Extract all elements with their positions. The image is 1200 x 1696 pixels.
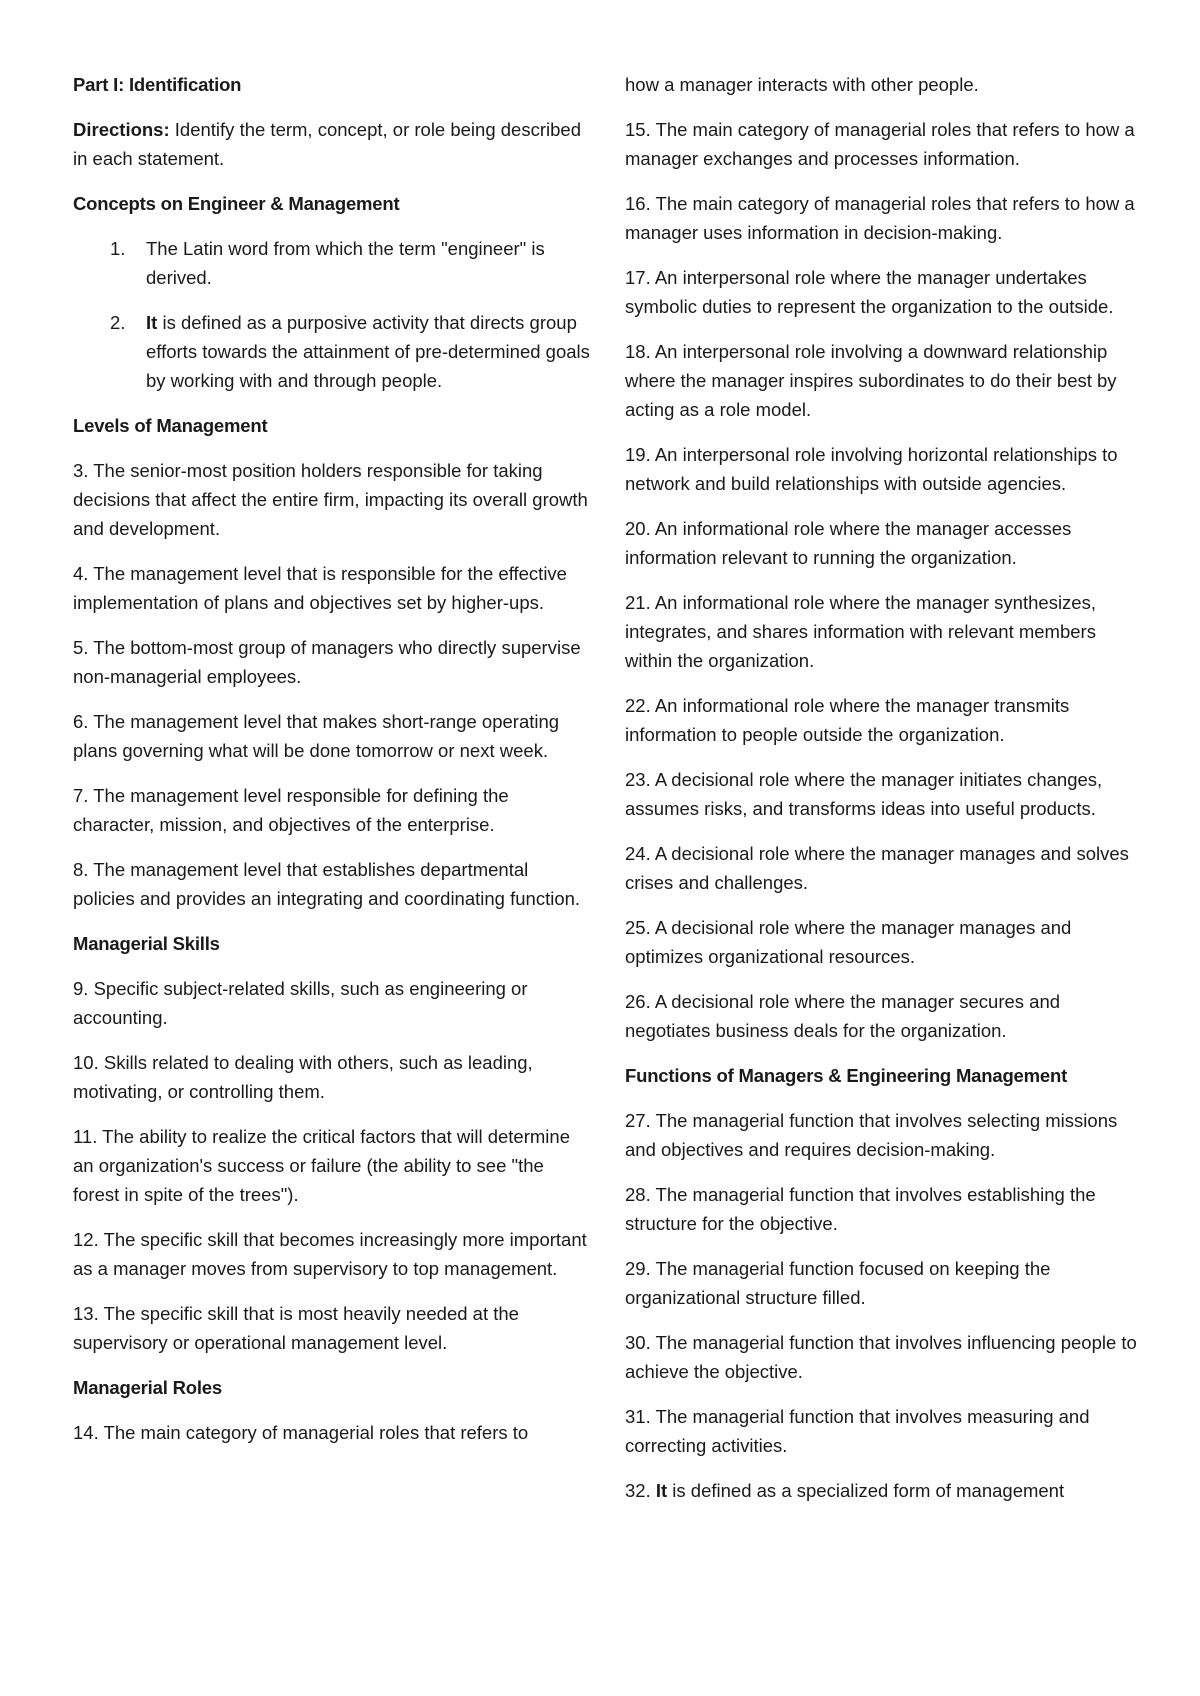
- question-item: 22. An informational role where the manager transmits information to people outside the organization.: [625, 695, 1070, 745]
- list-keyword: It: [146, 312, 158, 333]
- question-item: 11. The ability to realize the critical factors that will determine an organization's success or failure (the ability to see "the forest in spite of the trees").: [73, 1126, 570, 1205]
- question-item: 17. An interpersonal role where the manager undertakes symbolic duties to represent the organization to the outside.: [625, 267, 1114, 317]
- list-number: 2.: [110, 312, 126, 333]
- directions-text: Identify the term, concept, or role being described in each statement.: [73, 119, 581, 169]
- question-item: 4. The management level that is responsible for the effective implementation of plans and objectives set by higher-ups.: [73, 563, 567, 613]
- question-item: 29. The managerial function focused on keeping the organizational structure filled.: [625, 1258, 1051, 1308]
- question-item: 3. The senior-most position holders responsible for taking decisions that affect the entire firm, impacting its overall growth and development.: [73, 460, 588, 539]
- question-item: 28. The managerial function that involves establishing the structure for the objective.: [625, 1184, 1096, 1234]
- question-item: 15. The main category of managerial roles that refers to how a manager exchanges and processes information.: [625, 119, 1135, 169]
- right-column: [625, 70, 1145, 1521]
- section-title-concepts: Concepts on Engineer & Management: [73, 193, 400, 214]
- left-column: [73, 70, 593, 1463]
- part-title: Part I: Identification: [73, 74, 242, 95]
- list-number: 1.: [110, 238, 126, 259]
- list-text: The Latin word from which the term "engineer" is derived.: [146, 238, 545, 288]
- question-item: 18. An interpersonal role involving a downward relationship where the manager inspires subordinates to do their best by acting as a role model.: [625, 341, 1117, 420]
- question-item: 21. An informational role where the manager synthesizes, integrates, and shares information with relevant members within the organization.: [625, 592, 1096, 671]
- question-number: 32.: [625, 1480, 651, 1501]
- continued-text: how a manager interacts with other people.: [625, 74, 979, 95]
- section-title-roles: Managerial Roles: [73, 1377, 222, 1398]
- question-item: 13. The specific skill that is most heavily needed at the supervisory or operational management level.: [73, 1303, 519, 1353]
- section-title-levels: Levels of Management: [73, 415, 268, 436]
- question-text: is defined as a specialized form of management: [667, 1480, 1065, 1501]
- question-item: 25. A decisional role where the manager manages and optimizes organizational resources.: [625, 917, 1072, 967]
- section-title-skills: Managerial Skills: [73, 933, 220, 954]
- question-item: 10. Skills related to dealing with others, such as leading, motivating, or controlling them.: [73, 1052, 533, 1102]
- question-item: 8. The management level that establishes departmental policies and provides an integrating and coordinating function.: [73, 859, 581, 909]
- list-item: [73, 234, 593, 292]
- question-item: 14. The main category of managerial roles that refers to: [73, 1422, 529, 1443]
- question-item: 23. A decisional role where the manager initiates changes, assumes risks, and transforms ideas into useful products.: [625, 769, 1103, 819]
- question-item: 19. An interpersonal role involving horizontal relationships to network and build relationships with outside agencies.: [625, 444, 1118, 494]
- list-text: is defined as a purposive activity that directs group efforts towards the attainment of pre-determined goals by working with and through people.: [146, 312, 590, 391]
- question-item: 16. The main category of managerial roles that refers to how a manager uses information in decision-making.: [625, 193, 1135, 243]
- question-item: 24. A decisional role where the manager manages and solves crises and challenges.: [625, 843, 1129, 893]
- question-item-last: [625, 1476, 1145, 1505]
- question-item: 12. The specific skill that becomes increasingly more important as a manager moves from supervisory to top management.: [73, 1229, 587, 1279]
- question-item: 20. An informational role where the manager accesses information relevant to running the organization.: [625, 518, 1072, 568]
- question-item: 6. The management level that makes short-range operating plans governing what will be done tomorrow or next week.: [73, 711, 560, 761]
- question-keyword: It: [650, 1480, 668, 1501]
- question-item: 9. Specific subject-related skills, such as engineering or accounting.: [73, 978, 528, 1028]
- question-item: 26. A decisional role where the manager secures and negotiates business deals for the organization.: [625, 991, 1061, 1041]
- list-item: [73, 308, 593, 395]
- section-title-functions: Functions of Managers & Engineering Management: [625, 1065, 1068, 1086]
- question-item: 7. The management level responsible for defining the character, mission, and objectives of the enterprise.: [73, 785, 509, 835]
- question-item: 31. The managerial function that involves measuring and correcting activities.: [625, 1406, 1090, 1456]
- question-item: 5. The bottom-most group of managers who directly supervise non-managerial employees.: [73, 637, 581, 687]
- directions: [73, 115, 593, 173]
- question-item: 27. The managerial function that involves selecting missions and objectives and requires decision-making.: [625, 1110, 1118, 1160]
- directions-lead: Directions:: [73, 119, 170, 140]
- numbered-list: [73, 234, 593, 395]
- question-item: 30. The managerial function that involves influencing people to achieve the objective.: [625, 1332, 1137, 1382]
